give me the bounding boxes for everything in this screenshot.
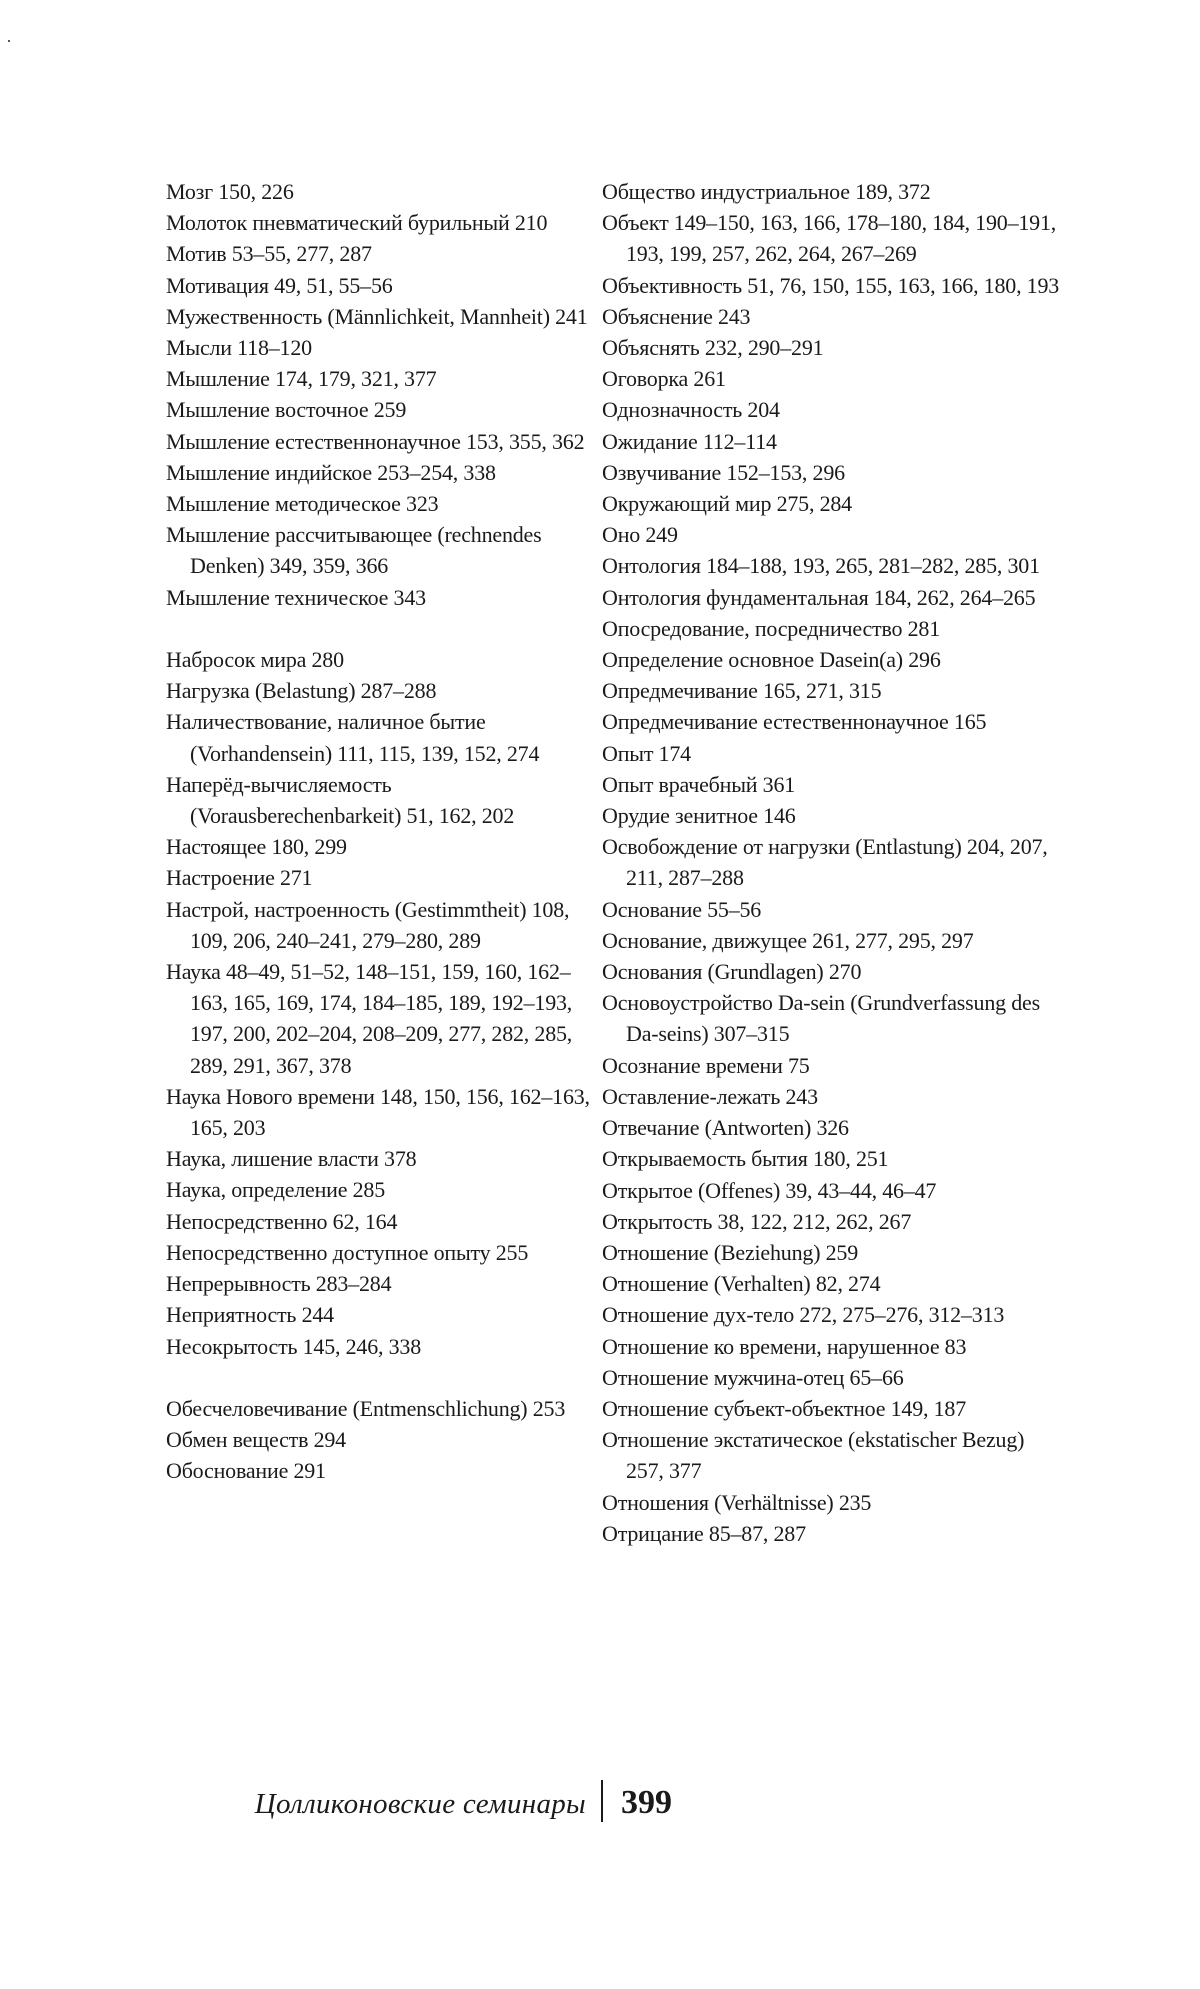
index-entry: Непосредственно доступное опыту 255: [166, 1239, 529, 1265]
index-entry: Объяснять 232, 290–291: [602, 335, 824, 361]
index-entry: Молоток пневматический бурильный 210: [166, 210, 548, 236]
index-entry: Определение основное Dasein(a) 296: [602, 647, 941, 673]
index-column-right: [602, 176, 1062, 1549]
index-entry: Обмен веществ 294: [166, 1427, 346, 1453]
index-entry: Объективность 51, 76, 150, 155, 163, 166, 180, 193: [602, 272, 1060, 298]
index-entry: Отношение ко времени, нарушенное 83: [602, 1333, 967, 1359]
index-entry: Мышление индийское 253–254, 338: [166, 459, 496, 485]
index-entry: Отрицание 85–87, 287: [602, 1520, 806, 1546]
index-entry: Осознание времени 75: [602, 1052, 810, 1078]
index-entry: Обесчеловечивание (Entmenschlichung) 253: [166, 1395, 566, 1421]
index-entry: Опыт 174: [602, 740, 691, 766]
index-column-left: [166, 176, 596, 1487]
index-entry: Мотивация 49, 51, 55–56: [166, 272, 393, 298]
index-entry: Мышление восточное 259: [166, 397, 407, 423]
index-entry: Однозначность 204: [602, 397, 780, 423]
index-entry: Настрой, настроенность (Gestimmtheit) 108, 109, 206, 240–241, 279–280, 289: [166, 896, 570, 953]
index-entry: Неприятность 244: [166, 1302, 334, 1328]
index-entry: Открытость 38, 122, 212, 262, 267: [602, 1208, 912, 1234]
page-number: 399: [621, 1784, 672, 1821]
index-entry: Отношение (Verhalten) 82, 274: [602, 1271, 881, 1297]
index-entry: Отвечание (Antworten) 326: [602, 1115, 849, 1141]
index-entry: Отношение дух-тело 272, 275–276, 312–313: [602, 1302, 1005, 1328]
index-entry: Непосредственно 62, 164: [166, 1208, 398, 1234]
letter-group-gap: [166, 613, 596, 644]
index-entry: Мышление рассчитывающее (rechnendes Denken) 349, 359, 366: [166, 522, 542, 579]
index-entry: Набросок мира 280: [166, 647, 344, 673]
index-entry: Основания (Grundlagen) 270: [602, 959, 862, 985]
index-entry: Мотив 53–55, 277, 287: [166, 241, 372, 267]
index-entry: Отношения (Verhältnisse) 235: [602, 1489, 872, 1515]
index-entry: Опосредование, посредничество 281: [602, 615, 941, 641]
index-entry: Основание, движущее 261, 277, 295, 297: [602, 927, 974, 953]
running-title: Цолликоновские семинары: [254, 1788, 586, 1820]
index-entry: Опредмечивание естественнонаучное 165: [602, 709, 987, 735]
index-entry: Настроение 271: [166, 865, 313, 891]
index-entry: Нагрузка (Belastung) 287–288: [166, 678, 437, 704]
index-entry: Оговорка 261: [602, 366, 726, 392]
index-entry: Наука, лишение власти 378: [166, 1146, 417, 1172]
index-entry: Отношение (Beziehung) 259: [602, 1239, 859, 1265]
index-entry: Мозг 150, 226: [166, 179, 294, 204]
index-entry: Мужественность (Männlichkeit, Mannheit) 241: [166, 303, 588, 329]
index-entry: Общество индустриальное 189, 372: [602, 179, 931, 204]
index-entry: Оставление-лежать 243: [602, 1083, 818, 1109]
index-entry: Онтология 184–188, 193, 265, 281–282, 285, 301: [602, 553, 1040, 579]
index-entry: Отношение мужчина-отец 65–66: [602, 1364, 904, 1390]
index-entry: Орудие зенитное 146: [602, 803, 796, 829]
index-entry: Наперёд-вычисляемость (Vorausberechenbarkeit) 51, 162, 202: [166, 771, 515, 829]
index-entry: Мысли 118–120: [166, 335, 312, 361]
index-entry: Наука, определение 285: [166, 1177, 386, 1203]
letter-group-gap: [166, 1362, 596, 1393]
index-entry: Объект 149–150, 163, 166, 178–180, 184, 190–191, 193, 199, 257, 262, 264, 267–269: [602, 210, 1057, 267]
index-entry: Опредмечивание 165, 271, 315: [602, 678, 882, 704]
index-entry: Непрерывность 283–284: [166, 1271, 392, 1297]
index-entry: Несокрытость 145, 246, 338: [166, 1333, 422, 1359]
index-entry: Освобождение от нагрузки (Entlastung) 204, 207, 211, 287–288: [602, 834, 1048, 891]
index-entry: Основание 55–56: [602, 896, 762, 922]
index-entry: Основоустройство Da-sein (Grundverfassung des Da-seins) 307–315: [602, 990, 1040, 1047]
index-entry: Открываемость бытия 180, 251: [602, 1146, 889, 1172]
index-entry: Объяснение 243: [602, 303, 751, 329]
index-entry: Обоснование 291: [166, 1458, 326, 1484]
index-entry: Оно 249: [602, 522, 678, 548]
index-entry: Мышление техническое 343: [166, 584, 426, 610]
page-footer: [0, 1776, 1200, 1836]
index-entry: Мышление методическое 323: [166, 491, 439, 517]
scan-speck: [8, 40, 10, 42]
index-entry: Наличествование, наличное бытие (Vorhandensein) 111, 115, 139, 152, 274: [166, 709, 540, 766]
index-entry: Мышление 174, 179, 321, 377: [166, 366, 437, 392]
index-entry: Окружающий мир 275, 284: [602, 491, 852, 517]
index-entry: Отношение субъект-объектное 149, 187: [602, 1395, 967, 1421]
index-entry: Мышление естественнонаучное 153, 355, 362: [166, 428, 585, 454]
index-entry: Наука 48–49, 51–52, 148–151, 159, 160, 162–163, 165, 169, 174, 184–185, 189, 192–193, 197, 200, 202–204, 208–209, 277, 282, 285, 289, 291, 367, 378: [166, 959, 573, 1078]
index-entry: Отношение экстатическое (ekstatischer Bezug) 257, 377: [602, 1427, 1025, 1484]
index-entry: Онтология фундаментальная 184, 262, 264–265: [602, 584, 1036, 610]
index-entry: Опыт врачебный 361: [602, 771, 796, 797]
footer-divider: [601, 1780, 603, 1822]
index-entry: Озвучивание 152–153, 296: [602, 459, 845, 485]
index-entry: Настоящее 180, 299: [166, 834, 347, 860]
index-entry: Ожидание 112–114: [602, 428, 777, 454]
index-entry: Наука Нового времени 148, 150, 156, 162–163, 165, 203: [166, 1083, 590, 1141]
index-entry: Открытое (Offenes) 39, 43–44, 46–47: [602, 1177, 937, 1203]
